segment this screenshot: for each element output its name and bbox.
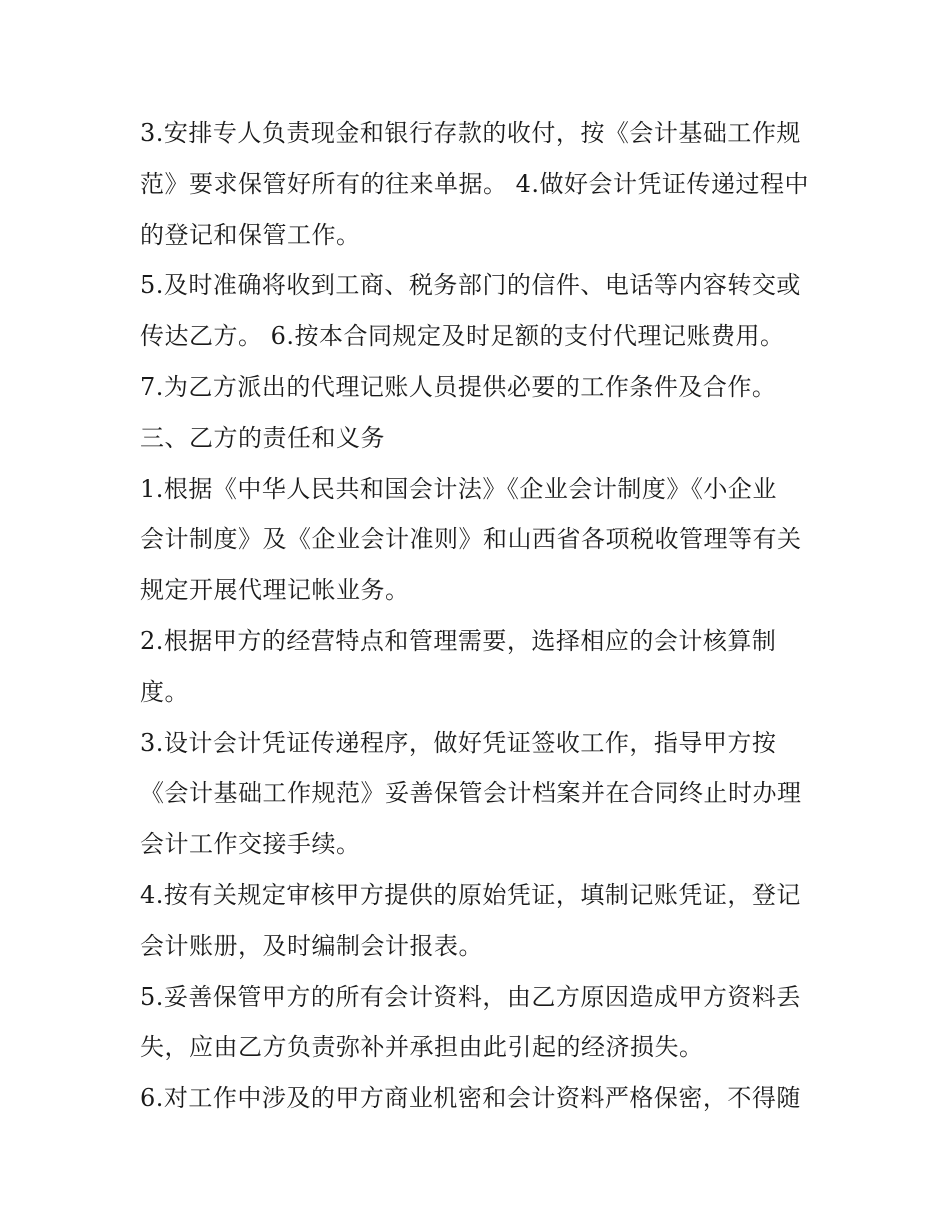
text-line: 3.设计会计凭证传递程序，做好凭证签收工作，指导甲方按 bbox=[140, 728, 777, 757]
text-line: 1.根据《中华人民共和国会计法》《企业会计制度》《小企业 bbox=[140, 474, 777, 503]
text-line: 会计制度》及《企业会计准则》和山西省各项税收管理等有关 bbox=[140, 525, 802, 554]
text-line: 的登记和保管工作。 bbox=[140, 220, 361, 249]
text-line: 4.按有关规定审核甲方提供的原始凭证，填制记账凭证，登记 bbox=[140, 880, 801, 909]
text-line: 失，应由乙方负责弥补并承担由此引起的经济损失。 bbox=[140, 1033, 704, 1062]
text-line: 范》要求保管好所有的往来单据。 4.做好会计凭证传递过程中 bbox=[140, 169, 810, 198]
text-line: 6.对工作中涉及的甲方商业机密和会计资料严格保密，不得随 bbox=[140, 1084, 801, 1113]
text-line: 规定开展代理记帐业务。 bbox=[140, 576, 410, 605]
document-body bbox=[140, 108, 820, 1124]
text-line: 《会计基础工作规范》妥善保管会计档案并在合同终止时办理 bbox=[140, 779, 802, 808]
section-heading: 三、乙方的责任和义务 bbox=[140, 423, 385, 452]
text-line: 5.及时准确将收到工商、税务部门的信件、电话等内容转交或 bbox=[140, 271, 801, 300]
text-line: 2.根据甲方的经营特点和管理需要，选择相应的会计核算制 bbox=[140, 626, 777, 655]
text-line: 会计工作交接手续。 bbox=[140, 830, 361, 859]
text-line: 5.妥善保管甲方的所有会计资料，由乙方原因造成甲方资料丢 bbox=[140, 982, 801, 1011]
text-line: 传达乙方。 6.按本合同规定及时足额的支付代理记账费用。 bbox=[140, 322, 785, 351]
text-line: 7.为乙方派出的代理记账人员提供必要的工作条件及合作。 bbox=[140, 372, 777, 401]
text-line: 3.安排专人负责现金和银行存款的收付，按《会计基础工作规 bbox=[140, 119, 801, 147]
text-line: 会计账册，及时编制会计报表。 bbox=[140, 931, 483, 960]
text-line: 度。 bbox=[140, 677, 189, 706]
